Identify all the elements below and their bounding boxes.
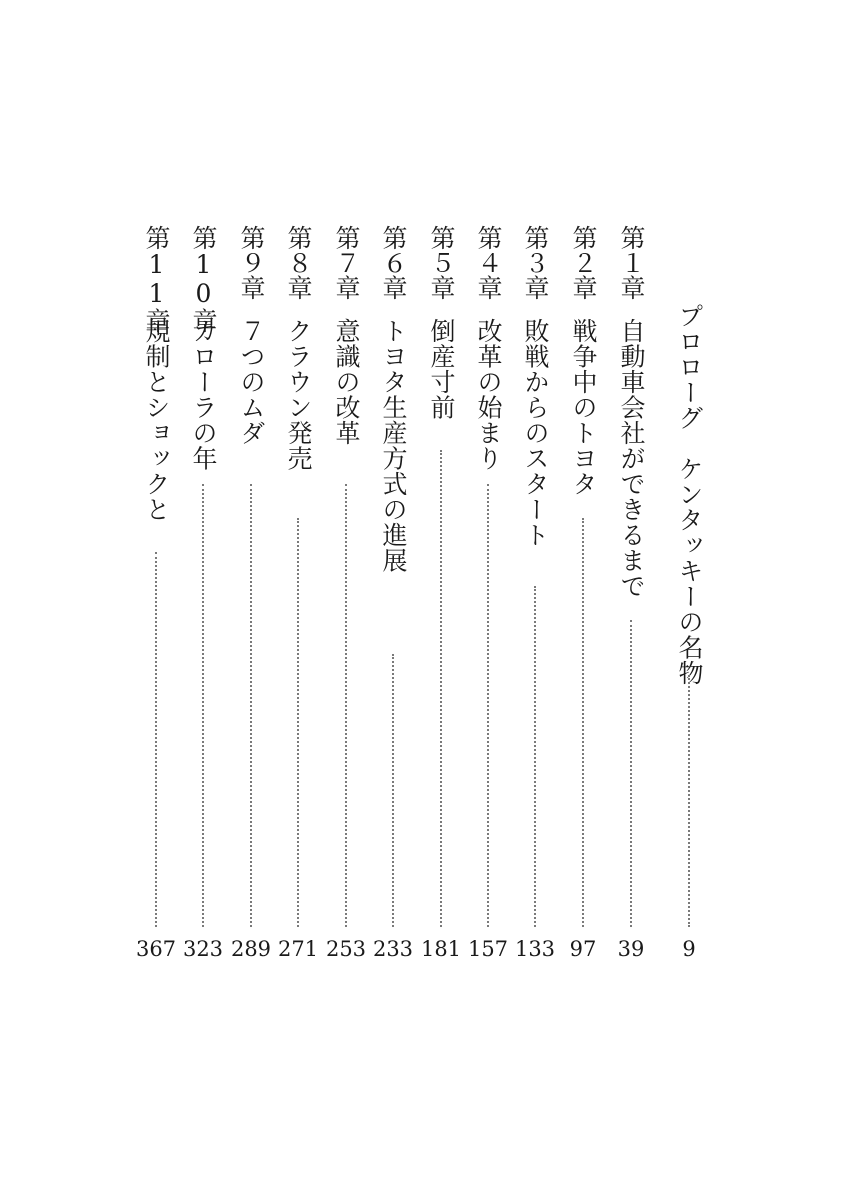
toc-entry-chapter-1[interactable] [614, 225, 648, 965]
page-number: 97 [569, 937, 597, 961]
toc-entry-chapter-5[interactable] [420, 225, 462, 965]
dot-leader [440, 450, 442, 927]
page-number: 181 [420, 937, 462, 961]
dot-leader [534, 586, 536, 927]
entry-title: トヨタ生産方式の進展 [379, 318, 408, 573]
toc-entry-chapter-2[interactable] [566, 225, 600, 965]
page-number: 39 [617, 937, 645, 961]
chapter-label: 第８章 [284, 225, 313, 300]
chapter-label: 第３章 [521, 225, 550, 300]
entry-title: 規制とショックと [142, 318, 171, 522]
entry-title: 倒産寸前 [427, 318, 456, 420]
dot-leader [582, 518, 584, 927]
entry-title: プロローグ ケンタッキーの名物 [675, 303, 704, 686]
page-number: 9 [682, 937, 696, 961]
entry-title: 改革の始まり [474, 318, 503, 471]
page-number: 253 [325, 937, 367, 961]
chapter-label: 第11章 [142, 225, 171, 333]
chapter-label: 第９章 [237, 225, 266, 300]
chapter-label: 第１章 [617, 225, 646, 300]
dot-leader [487, 484, 489, 927]
chapter-label: 第２章 [569, 225, 598, 300]
dot-leader [345, 484, 347, 927]
chapter-label: 第７章 [332, 225, 361, 300]
entry-title: カローラの年 [189, 318, 218, 471]
page-number: 271 [277, 937, 319, 961]
toc-entry-chapter-10[interactable] [182, 225, 224, 965]
page-number: 233 [372, 937, 414, 961]
chapter-label: 第10章 [189, 225, 218, 333]
toc-entry-chapter-4[interactable] [467, 225, 509, 965]
toc-entry-chapter-9[interactable] [230, 225, 272, 965]
toc-entry-chapter-3[interactable] [514, 225, 556, 965]
page-number: 133 [514, 937, 556, 961]
toc-entry-prologue[interactable] [672, 225, 706, 965]
page-number: 367 [135, 937, 177, 961]
chapter-label: 第４章 [474, 225, 503, 300]
dot-leader [155, 552, 157, 927]
toc-entry-chapter-6[interactable] [372, 225, 414, 965]
dot-leader [297, 518, 299, 927]
toc-entry-chapter-8[interactable] [277, 225, 319, 965]
entry-title: クラウン発売 [284, 318, 313, 471]
toc-entry-chapter-11[interactable] [135, 225, 177, 965]
chapter-label: 第５章 [427, 225, 456, 300]
dot-leader [688, 675, 690, 927]
entry-title: 意識の改革 [332, 318, 361, 446]
dot-leader [630, 620, 632, 927]
page-number: 157 [467, 937, 509, 961]
entry-title: 敗戦からのスタート [521, 318, 550, 548]
entry-title: 自動車会社ができるまで [617, 318, 646, 599]
toc-entry-chapter-7[interactable] [325, 225, 367, 965]
dot-leader [392, 654, 394, 927]
page-number: 323 [182, 937, 224, 961]
entry-title: 戦争中のトヨタ [569, 318, 598, 497]
chapter-label: 第６章 [379, 225, 408, 300]
dot-leader [250, 484, 252, 927]
entry-title: ７つのムダ [237, 318, 266, 446]
dot-leader [202, 484, 204, 927]
page-number: 289 [230, 937, 272, 961]
